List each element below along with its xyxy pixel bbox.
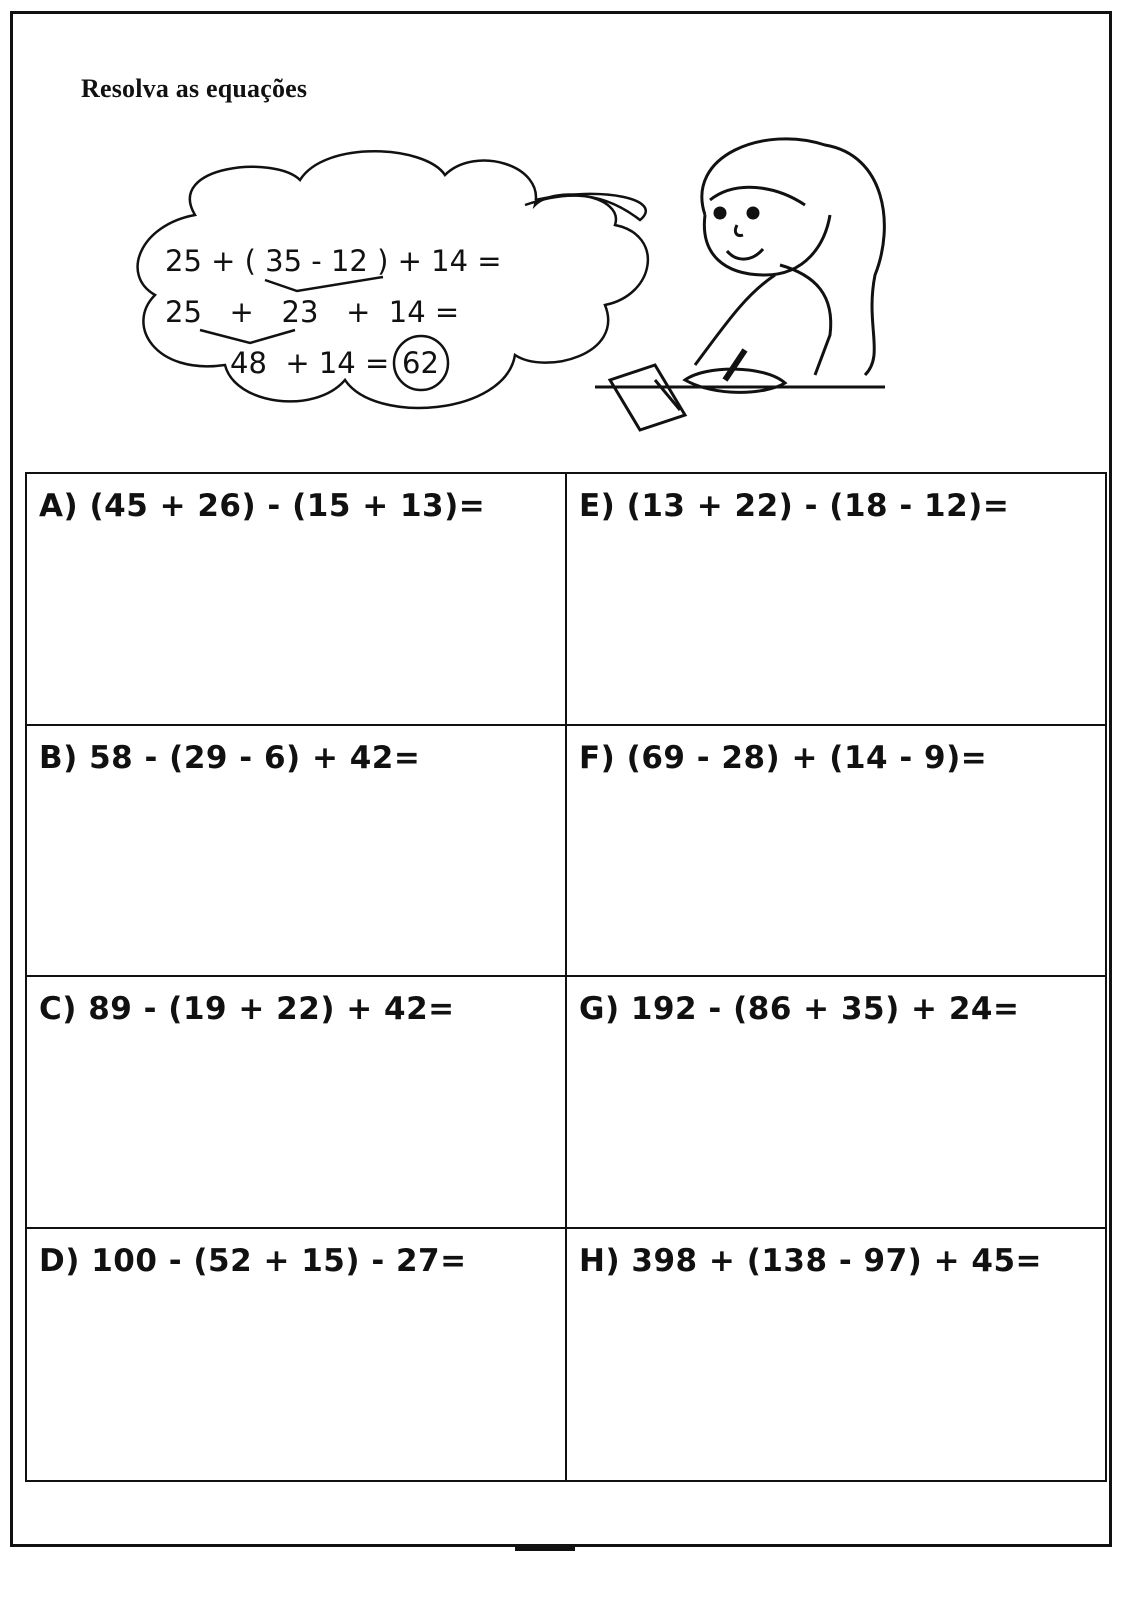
exercise-cell-d[interactable] bbox=[27, 1229, 567, 1481]
exercise-cell-f[interactable] bbox=[567, 726, 1107, 978]
example-illustration bbox=[125, 125, 905, 455]
page-title: Resolva as equações bbox=[81, 74, 308, 103]
exercise-a: A) (45 + 26) - (15 + 13)= bbox=[39, 488, 486, 524]
exercise-e: E) (13 + 22) - (18 - 12)= bbox=[579, 488, 1010, 524]
exercise-g: G) 192 - (86 + 35) + 24= bbox=[579, 991, 1020, 1027]
exercise-d: D) 100 - (52 + 15) - 27= bbox=[39, 1242, 467, 1279]
thought-bubble bbox=[138, 151, 648, 408]
exercise-c: C) 89 - (19 + 22) + 42= bbox=[39, 991, 455, 1027]
bottom-mark bbox=[515, 1547, 575, 1551]
example-line-3: 48 + 14 = bbox=[230, 346, 390, 380]
exercise-b: B) 58 - (29 - 6) + 42= bbox=[39, 739, 421, 776]
exercise-h: H) 398 + (138 - 97) + 45= bbox=[579, 1242, 1043, 1279]
example-result: 62 bbox=[402, 346, 439, 380]
exercise-cell-h[interactable] bbox=[567, 1229, 1107, 1481]
exercise-cell-e[interactable] bbox=[567, 474, 1107, 726]
example-line-2: 25 + 23 + 14 = bbox=[165, 295, 460, 329]
exercise-grid bbox=[25, 472, 1107, 1482]
exercise-cell-b[interactable] bbox=[27, 726, 567, 978]
exercise-f: F) (69 - 28) + (14 - 9)= bbox=[579, 739, 988, 776]
example-line-1: 25 + ( 35 - 12 ) + 14 = bbox=[165, 244, 502, 278]
exercise-cell-c[interactable] bbox=[27, 977, 567, 1229]
exercise-cell-a[interactable] bbox=[27, 474, 567, 726]
exercise-cell-g[interactable] bbox=[567, 977, 1107, 1229]
